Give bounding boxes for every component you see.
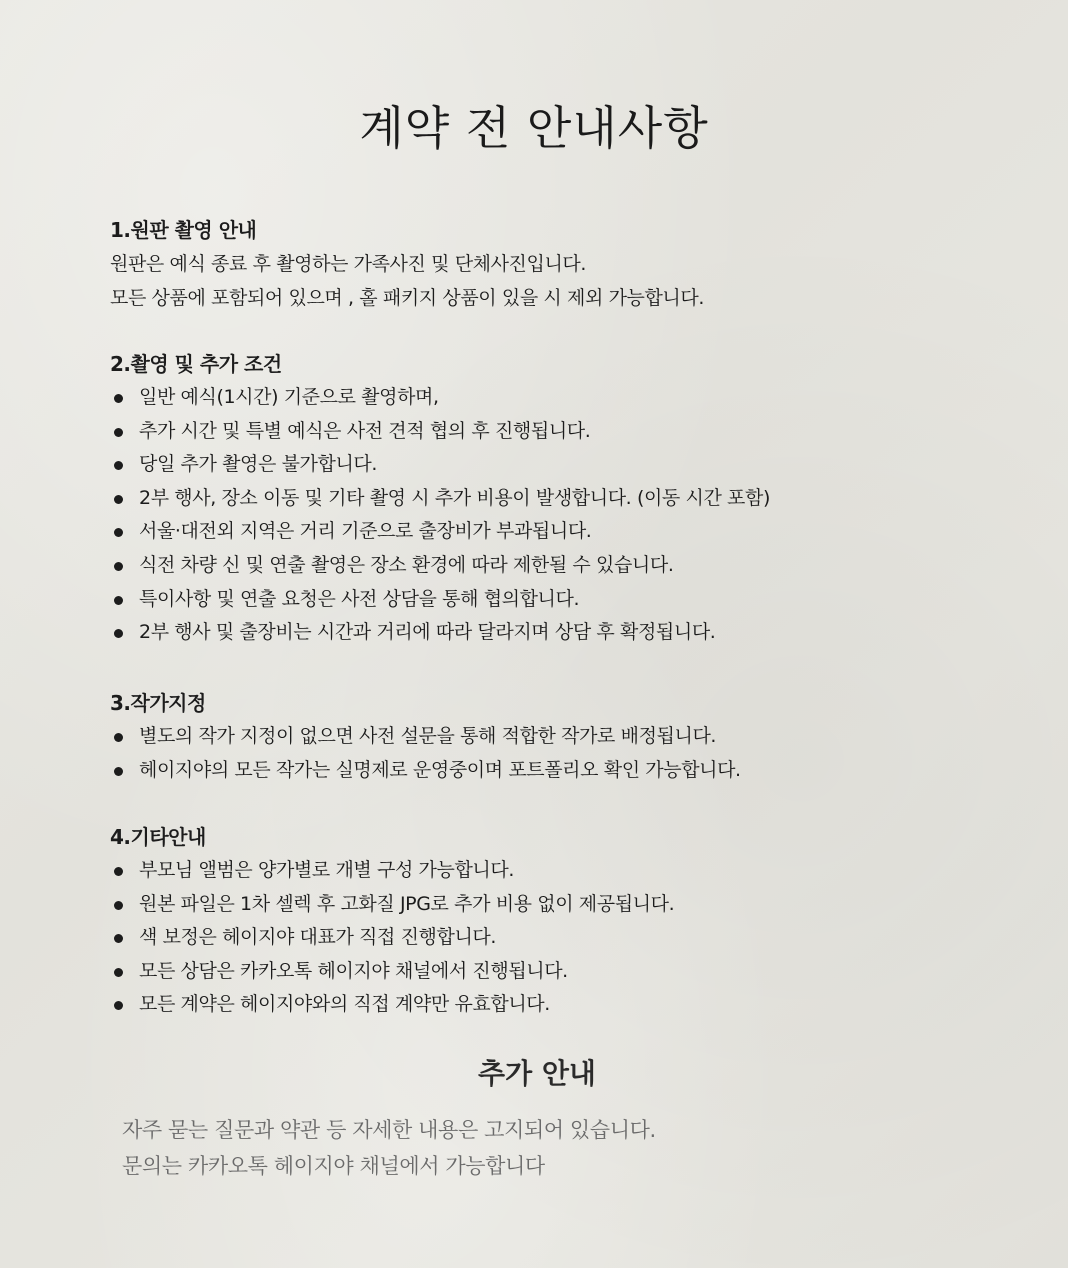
- list-item-text: 모든 계약은 헤이지야와의 직접 계약만 유효합니다.: [139, 993, 550, 1016]
- bullet-list: [110, 854, 674, 1022]
- list-item-text: 원본 파일은 1차 셀렉 후 고화질 JPG로 추가 비용 없이 제공됩니다.: [139, 892, 675, 915]
- bullet-list: [110, 720, 741, 787]
- extra-info-line: 문의는 카카오톡 헤이지야 채널에서 가능합니다: [122, 1154, 545, 1178]
- bullet-icon: [114, 968, 123, 977]
- section-heading: 1.원판 촬영 안내: [110, 218, 257, 242]
- extra-info-line: 자주 묻는 질문과 약관 등 자세한 내용은 고지되어 있습니다.: [122, 1118, 656, 1142]
- list-item: [110, 921, 674, 955]
- list-item-text: 2부 행사, 장소 이동 및 기타 촬영 시 추가 비용이 발생합니다. (이동 시간 포함): [139, 486, 770, 509]
- bullet-icon: [114, 867, 123, 876]
- section-shooting-conditions: [110, 347, 770, 650]
- bullet-list: [110, 381, 770, 650]
- list-item: [110, 448, 770, 482]
- list-item-text: 당일 추가 촬영은 불가합니다.: [139, 453, 378, 476]
- bullet-icon: [114, 934, 123, 943]
- bullet-icon: [114, 528, 123, 537]
- list-item: [110, 754, 741, 788]
- bullet-icon: [114, 1001, 123, 1010]
- list-item-text: 추가 시간 및 특별 예식은 사전 견적 협의 후 진행됩니다.: [139, 419, 591, 442]
- bullet-icon: [114, 428, 123, 437]
- list-item: [110, 482, 770, 516]
- list-item: [110, 381, 770, 415]
- extra-info-body: [122, 1112, 656, 1184]
- bullet-icon: [114, 562, 123, 571]
- extra-info-heading: 추가 안내: [478, 1057, 596, 1090]
- bullet-icon: [114, 495, 123, 504]
- list-item: [110, 720, 741, 754]
- list-item: [110, 583, 770, 617]
- section-original-photo: [110, 213, 704, 315]
- section-other-info: [110, 820, 674, 1022]
- list-item: [110, 415, 770, 449]
- list-item-text: 일반 예식(1시간) 기준으로 촬영하며,: [139, 386, 439, 408]
- bullet-icon: [114, 767, 123, 776]
- list-item: [110, 549, 770, 583]
- list-item-text: 서울·대전외 지역은 거리 기준으로 출장비가 부과됩니다.: [139, 520, 592, 543]
- section-heading: 2.촬영 및 추가 조건: [110, 352, 282, 376]
- list-item: [110, 616, 770, 650]
- bullet-icon: [114, 629, 123, 638]
- section-photographer-assignment: [110, 686, 741, 787]
- list-item-text: 부모님 앨범은 양가별로 개별 구성 가능합니다.: [139, 859, 514, 881]
- list-item: [110, 854, 674, 888]
- bullet-icon: [114, 596, 123, 605]
- section-paragraph: 모든 상품에 포함되어 있으며 , 홀 패키지 상품이 있을 시 제외 가능합니다.: [110, 287, 704, 309]
- list-item-text: 별도의 작가 지정이 없으면 사전 설문을 통해 적합한 작가로 배정됩니다.: [139, 725, 717, 747]
- list-item-text: 헤이지야의 모든 작가는 실명제로 운영중이며 포트폴리오 확인 가능합니다.: [139, 758, 741, 781]
- list-item-text: 색 보정은 헤이지야 대표가 직접 진행합니다.: [139, 926, 497, 949]
- bullet-icon: [114, 461, 123, 470]
- list-item: [110, 955, 674, 989]
- page-title: 계약 전 안내사항: [359, 101, 709, 155]
- list-item-text: 특이사항 및 연출 요청은 사전 상담을 통해 협의합니다.: [139, 587, 580, 610]
- list-item: [110, 888, 674, 922]
- list-item-text: 2부 행사 및 출장비는 시간과 거리에 따라 달라지며 상담 후 확정됩니다.: [139, 621, 716, 644]
- bullet-icon: [114, 394, 123, 403]
- section-paragraph: 원판은 예식 종료 후 촬영하는 가족사진 및 단체사진입니다.: [110, 253, 587, 275]
- list-item: [110, 515, 770, 549]
- bullet-icon: [114, 901, 123, 910]
- list-item: [110, 988, 674, 1022]
- section-heading: 3.작가지정: [110, 691, 206, 715]
- section-heading: 4.기타안내: [110, 825, 206, 849]
- list-item-text: 식전 차량 신 및 연출 촬영은 장소 환경에 따라 제한될 수 있습니다.: [139, 553, 674, 576]
- list-item-text: 모든 상담은 카카오톡 헤이지야 채널에서 진행됩니다.: [139, 959, 568, 982]
- bullet-icon: [114, 733, 123, 742]
